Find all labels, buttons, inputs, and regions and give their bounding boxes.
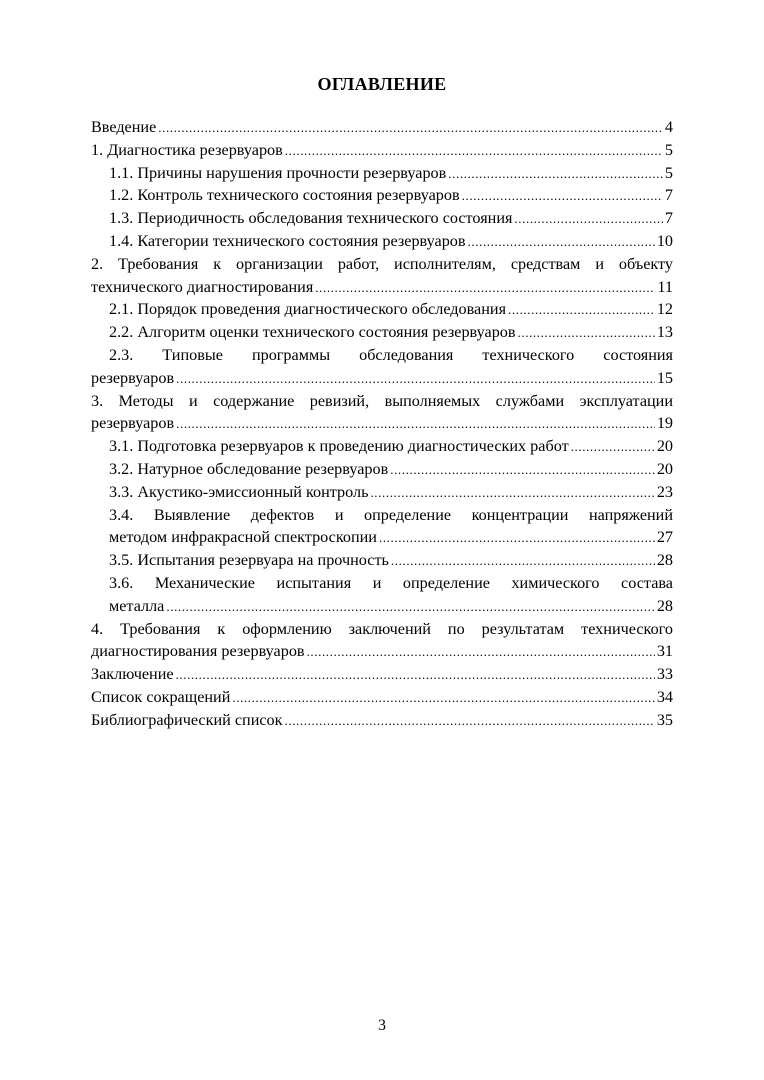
toc-entry-section-1-3[interactable] [91,207,673,230]
toc-entry-abbreviations[interactable] [91,686,673,709]
toc-entry-section-2-2[interactable] [91,321,673,344]
toc-entry-section-3-1[interactable] [91,435,673,458]
toc-entry-chapter-2[interactable] [91,253,673,299]
toc-entry-label: 1.1. Причины нарушения прочности резервуаров [109,163,447,182]
toc-entry-label-line-1: 2.3. Типовые программы обследования технического состояния [109,345,673,364]
toc-entry-label-line-1: 4. Требования к оформлению заключений по результатам технического [91,619,673,638]
toc-entry-label: 2.2. Алгоритм оценки технического состояния резервуаров [109,323,516,342]
dot-leader [285,140,663,162]
toc-entry-label-line-2: резервуаров [91,414,175,433]
toc-entry-section-3-3[interactable] [91,481,673,504]
toc-entry-page: 20 [656,459,673,478]
toc-entry-label: 1.2. Контроль технического состояния резервуаров [109,186,460,205]
toc-entry-page: 4 [664,118,673,136]
toc-entry-chapter-4[interactable] [91,618,673,664]
toc-entry-label: 3.5. Испытания резервуара на прочность [109,551,389,570]
toc-entry-chapter-3[interactable] [91,390,673,436]
dot-leader [468,231,655,253]
toc-entry-label-line-1: 3. Методы и содержание ревизий, выполняемых службами эксплуатации [91,391,673,410]
dot-leader [176,413,655,435]
toc-entry-label-line-2: резервуаров [91,368,175,387]
dot-leader [518,322,655,344]
dot-leader [166,596,654,618]
toc-entry-label: 3.1. Подготовка резервуаров к проведению диагностических работ [109,437,569,456]
toc-entry-label-line-2: методом инфракрасной спектроскопии [109,528,377,547]
dot-leader [158,117,663,139]
toc-entry-label-line-2: металла [109,596,165,615]
toc-entry-section-3-4[interactable] [91,504,673,550]
toc-entry-section-1-2[interactable] [91,184,673,207]
toc-entry-label-line-1: 3.4. Выявление дефектов и определение концентрации напряжений [109,505,673,524]
toc-entry-page: 31 [656,642,673,661]
page-title: ОГЛАВЛЕНИЕ [317,74,447,94]
toc-entry-page: 10 [656,231,673,250]
dot-leader [232,687,654,709]
dot-leader [285,710,655,732]
toc-entry-label: Заключение [91,665,174,684]
toc-entry-page: 19 [656,414,673,433]
page-number: 3 [378,1017,386,1034]
toc-entry-intro[interactable] [91,116,673,139]
toc-entry-page: 35 [656,710,673,729]
toc-entry-label: 2.1. Порядок проведения диагностического обследования [109,300,507,319]
dot-leader [176,664,655,686]
toc-entry-chapter-1[interactable] [91,139,673,162]
toc-entry-label: 1.4. Категории технического состояния резервуаров [109,231,466,250]
toc-entry-label: 1. Диагностика резервуаров [91,140,283,159]
toc-entry-page: 5 [664,163,673,182]
toc-entry-page: 15 [656,368,673,387]
toc-entry-page: 5 [664,140,673,159]
toc-entry-section-2-1[interactable] [91,298,673,321]
toc-entry-label: 3.2. Натурное обследование резервуаров [109,459,389,478]
toc-entry-label: 1.3. Периодичность обследования технического состояния [109,209,513,228]
toc-entry-page: 7 [664,209,673,228]
dot-leader [448,163,663,185]
dot-leader [379,527,655,549]
toc-entry-bibliography[interactable] [91,709,673,732]
dot-leader [514,208,662,230]
dot-leader [390,459,655,481]
toc-entry-section-1-4[interactable] [91,230,673,253]
toc-entry-page: 12 [656,300,673,319]
dot-leader [307,641,655,663]
toc-entry-label-line-2: диагностирования резервуаров [91,642,305,661]
toc-entry-label-line-1: 2. Требования к организации работ, исполнителям, средствам и объекту [91,254,673,273]
toc-entry-page: 11 [657,277,673,296]
toc-entry-label: Список сокращений [91,687,231,706]
toc-entry-label-line-2: технического диагностирования [91,277,314,296]
toc-entry-page: 34 [656,687,673,706]
dot-leader [176,368,655,390]
toc-entry-page: 23 [656,482,673,501]
toc-entry-page: 28 [656,596,673,615]
dot-leader [462,185,663,207]
toc-entry-label: Библиографический список [91,710,283,729]
toc-entry-section-1-1[interactable] [91,162,673,185]
toc-entry-conclusion[interactable] [91,663,673,686]
toc-entry-page: 28 [656,551,673,570]
toc-entry-page: 13 [656,323,673,342]
table-of-contents [91,116,673,732]
toc-entry-section-3-2[interactable] [91,458,673,481]
dot-leader [370,482,654,504]
toc-entry-label: 3.3. Акустико-эмиссионный контроль [109,482,369,501]
dot-leader [571,436,655,458]
toc-entry-section-3-5[interactable] [91,549,673,572]
toc-entry-section-3-6[interactable] [91,572,673,618]
dot-leader [391,550,655,572]
dot-leader [315,277,655,299]
toc-entry-label: Введение [91,118,157,136]
toc-entry-page: 33 [656,665,673,684]
toc-entry-label-line-1: 3.6. Механические испытания и определение химического состава [109,573,673,592]
toc-entry-page: 7 [664,186,673,205]
toc-entry-page: 27 [656,528,673,547]
dot-leader [508,299,655,321]
toc-entry-section-2-3[interactable] [91,344,673,390]
toc-entry-page: 20 [656,437,673,456]
